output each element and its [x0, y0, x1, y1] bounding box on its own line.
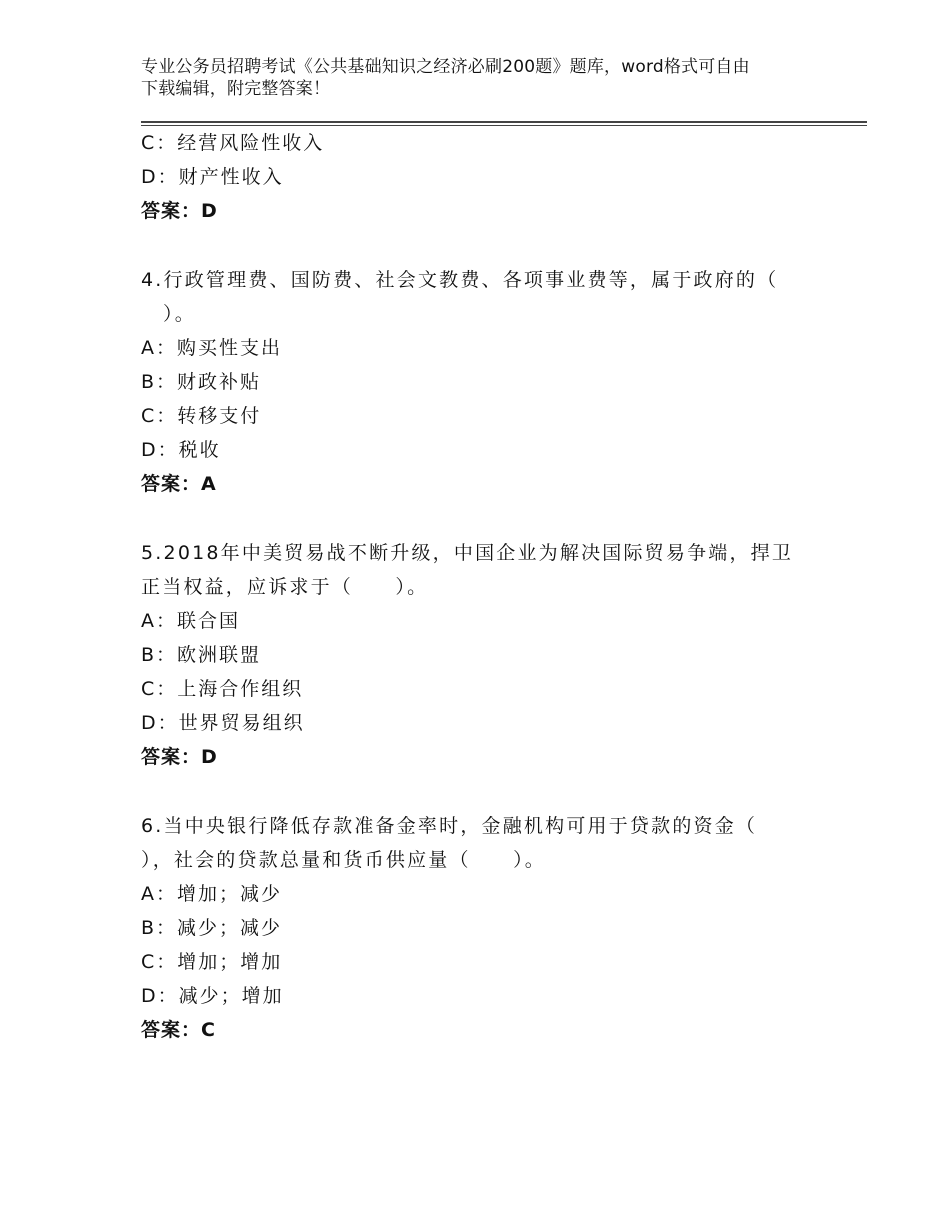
- option-a: A：增加；减少: [141, 883, 282, 905]
- option-d: D：世界贸易组织: [141, 712, 305, 734]
- option-b: B：欧洲联盟: [141, 644, 262, 666]
- option-b: B：财政补贴: [141, 371, 262, 393]
- question-3-tail: [141, 126, 811, 228]
- option-d: D：减少；增加: [141, 985, 284, 1007]
- answer: 答案：D: [141, 746, 218, 768]
- page-header: [141, 56, 811, 100]
- option-c: C：增加；增加: [141, 951, 283, 973]
- question-stem: [141, 536, 811, 604]
- stem-line-2: ），社会的贷款总量和货币供应量（ ）。: [141, 849, 547, 871]
- option-b: B：减少；减少: [141, 917, 283, 939]
- answer: 答案：A: [141, 473, 217, 495]
- question-5: [141, 536, 811, 774]
- option-a: A：联合国: [141, 610, 240, 632]
- stem-line-1: 5.2018年中美贸易战不断升级，中国企业为解决国际贸易争端，捍卫: [141, 542, 794, 564]
- header-line-1: 专业公务员招聘考试《公共基础知识之经济必刷200题》题库，word格式可自由: [141, 57, 750, 77]
- header-rule-thick: [141, 121, 867, 123]
- option-d: D：财产性收入: [141, 166, 284, 188]
- question-6: [141, 809, 811, 1047]
- question-4: [141, 263, 811, 501]
- header-line-2: 下载编辑，附完整答案！: [141, 79, 331, 99]
- answer: 答案：D: [141, 200, 218, 222]
- option-c: C：转移支付: [141, 405, 262, 427]
- answer: 答案：C: [141, 1019, 216, 1041]
- stem-line-2: 正当权益，应诉求于（ ）。: [141, 576, 429, 598]
- option-c: C：经营风险性收入: [141, 132, 325, 154]
- option-d: D：税收: [141, 439, 221, 461]
- stem-line-1: 4.行政管理费、国防费、社会文教费、各项事业费等，属于政府的（: [141, 269, 779, 291]
- question-stem: [141, 809, 811, 877]
- option-a: A：购买性支出: [141, 337, 282, 359]
- stem-line-1: 6.当中央银行降低存款准备金率时，金融机构可用于贷款的资金（: [141, 815, 758, 837]
- option-c: C：上海合作组织: [141, 678, 304, 700]
- stem-line-2: ）。: [163, 303, 196, 325]
- question-stem: [141, 263, 811, 331]
